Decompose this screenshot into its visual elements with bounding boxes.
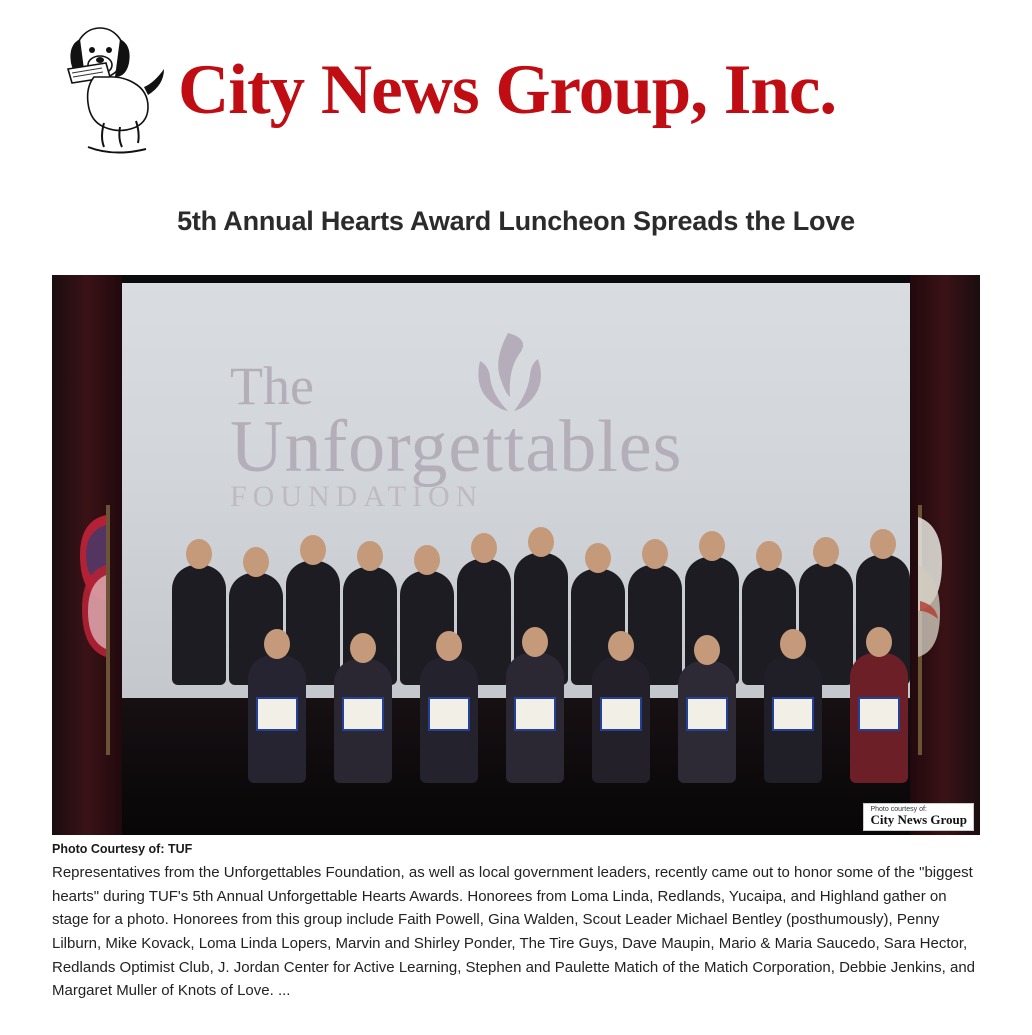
person-figure [592, 657, 650, 783]
person-figure [172, 565, 226, 685]
person-figure [678, 661, 736, 783]
article-photo [52, 275, 980, 835]
person-figure [850, 653, 908, 783]
person-head [471, 533, 497, 563]
award-certificate [514, 697, 556, 731]
person-head [756, 541, 782, 571]
us-flag [76, 505, 142, 755]
photo-front-row [248, 653, 908, 783]
page-title: 5th Annual Hearts Award Luncheon Spreads the Love [177, 206, 855, 236]
person-head [813, 537, 839, 567]
person-head [866, 627, 892, 657]
person-figure [420, 657, 478, 783]
award-certificate [256, 697, 298, 731]
person-head [186, 539, 212, 569]
person-head [414, 545, 440, 575]
person-figure [248, 655, 306, 783]
watermark-courtesy-label: Photo courtesy of: [870, 806, 927, 814]
person-head [264, 629, 290, 659]
person-head [608, 631, 634, 661]
award-certificate [342, 697, 384, 731]
person-figure [764, 655, 822, 783]
person-head [350, 633, 376, 663]
dog-with-newspaper-icon [52, 23, 170, 157]
masthead [52, 0, 980, 158]
backdrop-line-2: Unforgettables [230, 406, 683, 489]
backdrop-line-3: FOUNDATION [230, 479, 484, 513]
person-head [528, 527, 554, 557]
person-head [870, 529, 896, 559]
award-certificate [600, 697, 642, 731]
masthead-title: City News Group, Inc. [178, 50, 837, 129]
person-figure [506, 653, 564, 783]
person-head [522, 627, 548, 657]
person-head [243, 547, 269, 577]
person-head [780, 629, 806, 659]
person-head [585, 543, 611, 573]
person-head [642, 539, 668, 569]
watermark-brand: City News Group [870, 812, 967, 828]
photo-courtesy-line: Photo Courtesy of: TUF [52, 842, 193, 856]
award-certificate [772, 697, 814, 731]
person-head [436, 631, 462, 661]
person-head [357, 541, 383, 571]
person-head [699, 531, 725, 561]
person-head [300, 535, 326, 565]
person-figure [334, 659, 392, 783]
award-certificate [858, 697, 900, 731]
award-certificate [686, 697, 728, 731]
article-caption: Representatives from the Unforgettables Foundation, as well as local government leaders, recently came out to honor some of the "biggest hearts" during TUF's 5th Annual Unforgettable Hearts Awards. Honorees from Loma Linda, Redlands, Yucaipa, and Highland gather on stage for a photo. Honorees from this group include Faith Powell, Gina Walden, Scout Leader Michael Bentley (posthumously), Penny Lilburn, Mike Kovack, Loma Linda Lopers, Marvin and Shirley Ponder, The Tire Guys, Dave Maupin, Mario & Maria Saucedo, Sara Hector, Redlands Optimist Club, J. Jordan Center for Active Learning, Stephen and Paulette Matich of the Matich Corporation, Debbie Jenkins, and Margaret Muller of Knots of Love. ... [52, 864, 976, 1000]
flame-logo-icon [450, 325, 570, 435]
person-head [694, 635, 720, 665]
photo-watermark [863, 803, 974, 831]
award-certificate [428, 697, 470, 731]
backdrop-line-1: The [230, 356, 314, 416]
